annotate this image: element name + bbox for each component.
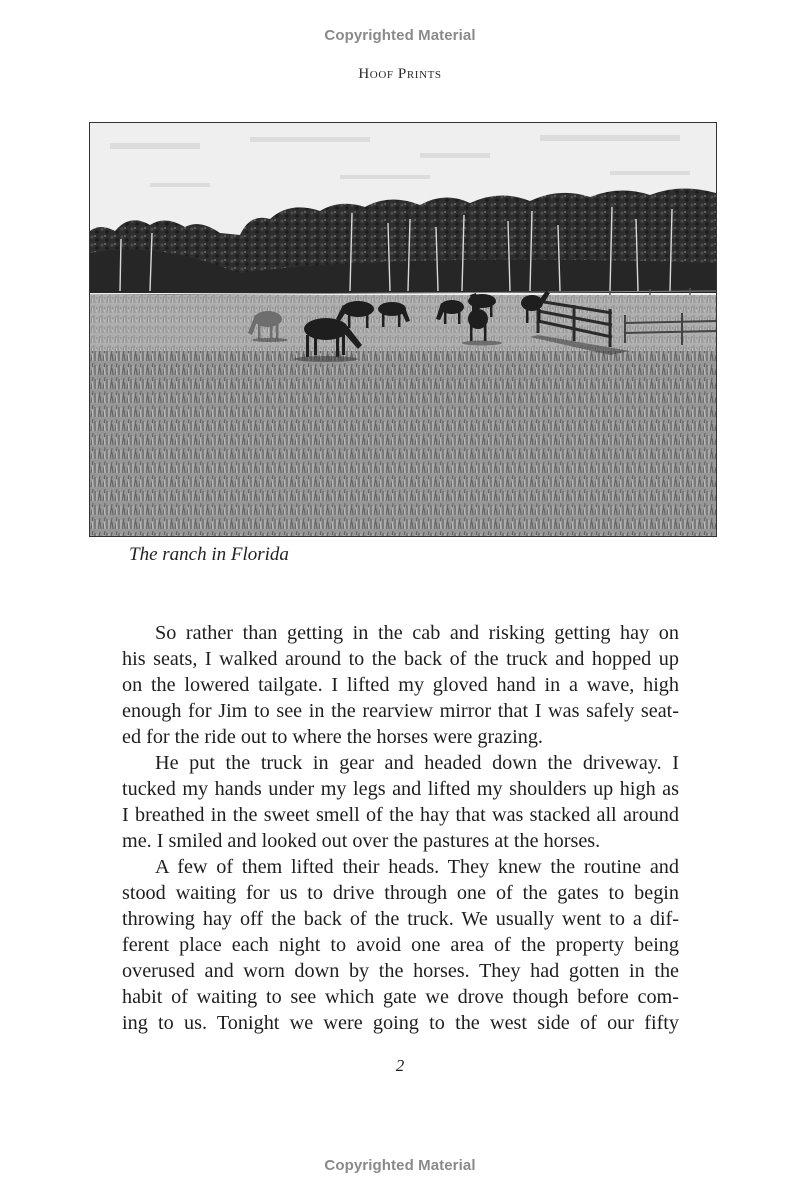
photo-caption: The ranch in Florida bbox=[129, 544, 289, 565]
body-line: overused and worn down by the horses. They had gotten in the bbox=[122, 960, 679, 982]
body-line: stood waiting for us to drive through one of the gates to begin bbox=[122, 882, 679, 904]
body-line: tucked my hands under my legs and lifted my shoulders up high as bbox=[122, 778, 679, 800]
body-line: his seats, I walked around to the back of the truck and hopped up bbox=[122, 648, 679, 670]
body-line: throwing hay off the back of the truck. We usually went to a dif- bbox=[122, 908, 679, 930]
body-line: ed for the ride out to where the horses were grazing. bbox=[122, 726, 543, 748]
body-line: I breathed in the sweet smell of the hay that was stacked all around bbox=[122, 804, 679, 826]
body-line: ferent place each night to avoid one area of the property being bbox=[122, 934, 679, 956]
body-line: A few of them lifted their heads. They knew the routine and bbox=[155, 856, 679, 878]
ranch-photo bbox=[89, 122, 717, 537]
page-number: 2 bbox=[395, 1056, 405, 1075]
body-line: He put the truck in gear and headed down the driveway. I bbox=[155, 752, 679, 774]
body-line: habit of waiting to see which gate we drove though before com- bbox=[122, 986, 679, 1008]
body-line: ing to us. Tonight we were going to the west side of our fifty bbox=[122, 1012, 679, 1034]
body-line: me. I smiled and looked out over the pastures at the horses. bbox=[122, 830, 601, 852]
copyright-watermark-bottom: Copyrighted Material bbox=[324, 1157, 476, 1174]
body-line: on the lowered tailgate. I lifted my gloved hand in a wave, high bbox=[122, 674, 679, 696]
body-text bbox=[122, 620, 679, 1036]
running-head: Hoof Prints bbox=[358, 66, 442, 82]
body-line: enough for Jim to see in the rearview mirror that I was safely seat- bbox=[122, 700, 679, 722]
body-line: So rather than getting in the cab and risking getting hay on bbox=[155, 622, 679, 644]
copyright-watermark-top: Copyrighted Material bbox=[324, 27, 476, 44]
ranch-photo-illustration bbox=[90, 123, 716, 536]
